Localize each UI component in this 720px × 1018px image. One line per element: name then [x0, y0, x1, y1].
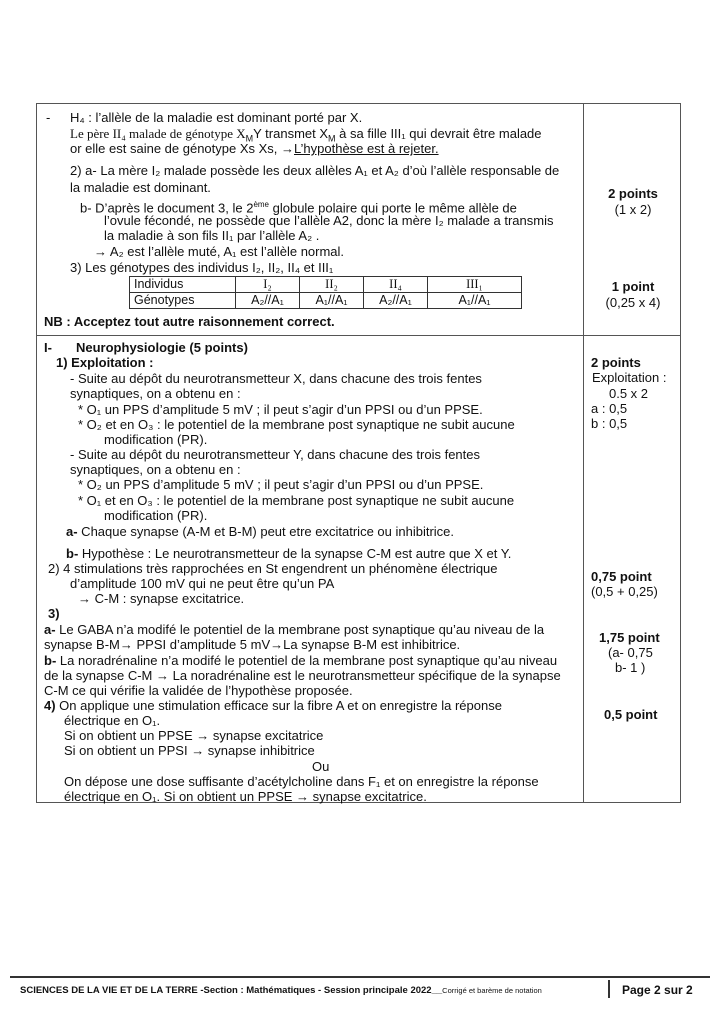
- text-line: - Suite au dépôt du neurotransmetteur Y, dans chacune des trois fentes: [70, 447, 481, 462]
- h4-line3: or elle est saine de génotype Xs Xs, →L’hypothèse est à rejeter.: [70, 141, 439, 156]
- points-q2: 0,75 point: [591, 569, 652, 584]
- q2b-line3: la maladie à son fils II₁ par l’allèle A₂ .: [104, 228, 320, 243]
- table-cell: A₂//A₁: [236, 293, 300, 309]
- text-line: * O₂ un PPS d’amplitude 5 mV ; il peut s’agir d’un PPSI ou d’un PPSE.: [78, 477, 484, 492]
- q4-line1: 4) On applique une stimulation efficace sur la fibre A et on enregistre la réponse: [44, 698, 502, 713]
- points-q1-detail: 0.5 x 2: [609, 386, 649, 401]
- text-line: synaptiques, on a obtenu en :: [70, 462, 241, 477]
- column-divider: [583, 103, 584, 803]
- text-line: * O₁ et en O₃ : le potentiel de la membrane post synaptique ne subit aucune: [78, 493, 515, 508]
- points-q1: 2 points: [591, 355, 641, 370]
- points-q2: 2 points: [608, 186, 658, 201]
- q2a-line2: la maladie est dominant.: [70, 180, 211, 195]
- text-line: - Suite au dépôt du neurotransmetteur X, dans chacune des trois fentes: [70, 371, 482, 386]
- q3a-line1: a- Le GABA n’a modifé le potentiel de la membrane post synaptique qu’au niveau de la: [44, 622, 545, 637]
- q4-line2: électrique en O₁.: [64, 713, 161, 728]
- points-q3: 1,75 point: [599, 630, 660, 645]
- q2b-line1: b- D’après le document 3, le 2ème globule polaire qui porte le même allèle de: [80, 200, 517, 216]
- points-q3-detail: (0,25 x 4): [605, 295, 661, 310]
- q4-line5: On dépose une dose suffisante d’acétylcholine dans F₁ et on enregistre la réponse: [64, 774, 539, 789]
- points-q2-detail: (0,5 + 0,25): [591, 584, 658, 599]
- q2b-line2: l’ovule fécondé, ne possède que l’allèle A2, donc la mère I₂ malade a transmis: [104, 213, 554, 228]
- q4-line4: Si on obtient un PPSI → synapse inhibitrice: [64, 743, 315, 758]
- table-cell: A₁//A₁: [300, 293, 364, 309]
- table-cell: I₂: [236, 277, 300, 293]
- h4-line1: H₄ : l’allèle de la maladie est dominant porté par X.: [70, 110, 363, 125]
- text-line: * O₂ et en O₃ : le potentiel de la membrane post synaptique ne subit aucune: [78, 417, 515, 432]
- points-q2-detail: (1 x 2): [614, 202, 652, 217]
- genotype-table: [129, 276, 522, 309]
- footer-separator: [608, 980, 610, 998]
- q1a-line: a- Chaque synapse (A-M et B-M) peut etre excitatrice ou inhibitrice.: [66, 524, 455, 539]
- nb-note: NB : Acceptez tout autre raisonnement correct.: [44, 314, 335, 329]
- points-q3-detail: b- 1 ): [615, 660, 646, 675]
- section-title: Neurophysiologie (5 points): [76, 340, 248, 355]
- points-q4: 0,5 point: [604, 707, 658, 722]
- q2a-line1: 2) a- La mère I₂ malade possède les deux allèles A₁ et A₂ d’où l’allèle responsable de: [70, 163, 560, 178]
- table-cell: II₄: [364, 277, 428, 293]
- points-q1-a: a : 0,5: [591, 401, 628, 416]
- text-line: modification (PR).: [104, 508, 208, 523]
- q4-line6: électrique en O₁. Si on obtient un PPSE → synapse excitatrice.: [64, 789, 427, 804]
- q3b-line1: b- La noradrénaline n’a modifé le potentiel de la membrane post synaptique qu’au niveau: [44, 653, 558, 668]
- q2-line1: 2) 4 stimulations très rapprochées en St engendrent un phénomène électrique: [48, 561, 498, 576]
- q4-line3: Si on obtient un PPSE → synapse excitatrice: [64, 728, 324, 743]
- section-number: I-: [44, 340, 52, 355]
- q3-line: 3) Les génotypes des individus I₂, II₂, II₄ et III₁: [70, 260, 334, 275]
- text-line: modification (PR).: [104, 432, 208, 447]
- q3-number: 3): [48, 606, 60, 621]
- table-cell: II₂: [300, 277, 364, 293]
- q4-or: Ou: [312, 759, 330, 774]
- points-q1-b: b : 0,5: [591, 416, 628, 431]
- table-cell: A₁//A₁: [428, 293, 522, 309]
- row-divider: [36, 335, 681, 336]
- q2-line3: → C-M : synapse excitatrice.: [78, 591, 245, 606]
- table-cell: Génotypes: [130, 293, 236, 309]
- text-line: synaptiques, on a obtenu en :: [70, 386, 241, 401]
- q3a-line2: synapse B-M→ PPSI d’amplitude 5 mV→La synapse B-M est inhibitrice.: [44, 637, 461, 652]
- q2b-line4: → A₂ est l’allèle muté, A₁ est l’allèle normal.: [94, 244, 345, 259]
- table-cell: A₂//A₁: [364, 293, 428, 309]
- table-cell: III₁: [428, 277, 522, 293]
- points-q3: 1 point: [611, 279, 655, 294]
- q3b-line3: C-M ce qui vérifie la validée de l’hypothèse proposée.: [44, 683, 353, 698]
- table-row: [130, 277, 522, 293]
- q2-line2: d’amplitude 100 mV qui ne peut être qu’un PA: [70, 576, 335, 591]
- bullet: -: [46, 110, 51, 125]
- h4-line2: Le père II₄ malade de génotype $X_MY$ transmet $X_M$ à sa fille III₁ qui devrait être malade: [70, 126, 542, 144]
- table-cell: Individus: [130, 277, 236, 293]
- page-number: Page 2 sur 2: [622, 983, 693, 997]
- table-row: [130, 293, 522, 309]
- text-line: * O₁ un PPS d’amplitude 5 mV ; il peut s’agir d’un PPSI ou d’un PPSE.: [78, 402, 483, 417]
- points-q1-detail: Exploitation :: [592, 370, 667, 385]
- q1-title: 1) Exploitation :: [56, 355, 154, 370]
- footer-divider: [10, 976, 710, 978]
- footer-label: SCIENCES DE LA VIE ET DE LA TERRE -Section : Mathématiques - Session principale 2022__Corrigé et barème de notation: [20, 985, 542, 996]
- q3b-line2: de la synapse C-M → La noradrénaline est le neurotransmetteur spécifique de la synapse: [44, 668, 561, 683]
- points-q3-detail: (a- 0,75: [608, 645, 653, 660]
- q1b-line: b- Hypothèse : Le neurotransmetteur de la synapse C-M est autre que X et Y.: [66, 546, 512, 561]
